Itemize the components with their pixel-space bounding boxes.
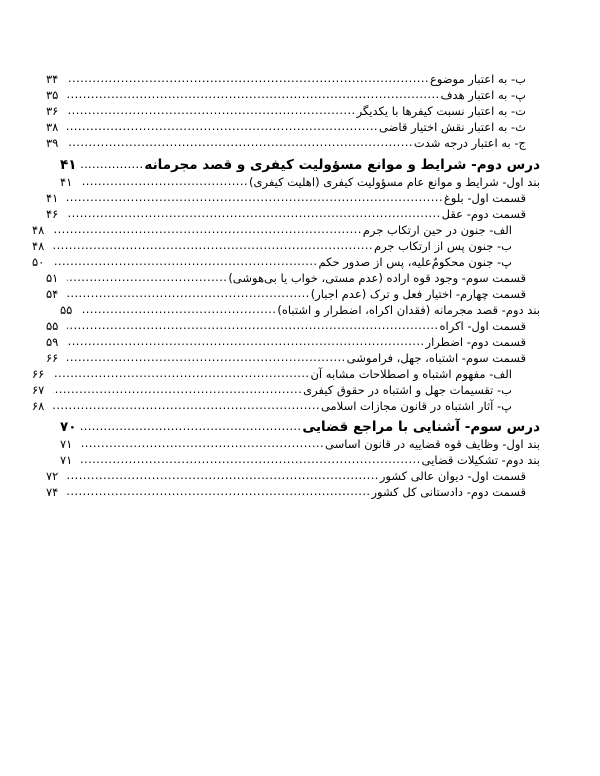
toc-entry-page-number: ۵۹ xyxy=(46,334,59,349)
toc-leader-dots xyxy=(67,336,425,348)
toc-entry[interactable] xyxy=(46,286,540,301)
toc-entry-label: الف- جنون در حین ارتکاب جرم xyxy=(362,222,512,237)
toc-leader-dots xyxy=(67,121,378,133)
toc-entry-page-number: ۳۹ xyxy=(46,136,59,150)
toc-entry[interactable] xyxy=(32,254,540,269)
toc-leader-dots xyxy=(81,159,143,171)
toc-entry[interactable] xyxy=(46,122,540,134)
toc-entry-label: قسمت دوم- عقل xyxy=(441,206,526,221)
toc-entry-label: ج- به اعتبار درجه شدت xyxy=(413,136,526,150)
toc-entry-page-number: ۵۵ xyxy=(60,302,73,317)
toc-entry-label: قسمت اول- اکراه xyxy=(439,318,526,333)
toc-entry-page-number: ۳۴ xyxy=(46,72,59,86)
toc-entry-label: ث- به اعتبار نقش اختیار قاضی xyxy=(378,120,526,134)
toc-leader-dots xyxy=(81,421,301,433)
toc-entry-page-number: ۷۱ xyxy=(60,437,73,451)
toc-heading-entry[interactable] xyxy=(60,421,540,435)
toc-entry-label: ب- به اعتبار موضوع xyxy=(429,72,526,86)
toc-entry-label: ب- جنون پس از ارتکاب جرم xyxy=(373,238,512,253)
toc-entry-label: بند اول- شرایط و موانع عام مسؤولیت کیفری (اهلیت کیفری) xyxy=(248,174,540,189)
toc-entry[interactable] xyxy=(32,398,540,413)
toc-entry-label: قسمت دوم- اضطرار xyxy=(425,334,526,349)
toc-entry-label: ب- تقسیمات جهل و اشتباه در حقوق کیفری xyxy=(303,382,512,397)
toc-entry-label: بند دوم- قصد مجرمانه (فقدان اکراه، اضطرار و اشتباه) xyxy=(277,302,540,317)
toc-leader-dots xyxy=(67,105,356,117)
toc-leader-dots xyxy=(81,176,248,188)
toc-entry[interactable] xyxy=(46,270,540,285)
toc-entry[interactable] xyxy=(32,222,540,237)
toc-leader-dots xyxy=(67,470,379,482)
toc-entry-label: ت- به اعتبار نسبت کیفرها با یکدیگر xyxy=(356,104,526,118)
toc-entry-page-number: ۴۶ xyxy=(46,206,59,221)
toc-entry-page-number: ۷۴ xyxy=(46,485,59,499)
toc-entry[interactable] xyxy=(46,471,540,483)
toc-leader-dots xyxy=(67,352,346,364)
toc-entry-label: بند دوم- تشکیلات قضایی xyxy=(421,453,540,467)
toc-leader-dots xyxy=(53,240,373,252)
toc-leader-dots xyxy=(53,368,309,380)
toc-leader-dots xyxy=(53,224,362,236)
toc-entry-page-number: ۶۸ xyxy=(32,398,45,413)
toc-entry-page-number: ۳۸ xyxy=(46,120,59,134)
toc-leader-dots xyxy=(67,137,413,149)
toc-entry[interactable] xyxy=(46,487,540,499)
toc-heading-entry[interactable] xyxy=(60,156,540,173)
toc-entry[interactable] xyxy=(32,238,540,253)
toc-entry-label: پ- آثار اشتباه در قانون مجازات اسلامی xyxy=(320,398,512,413)
toc-leader-dots xyxy=(53,256,317,268)
toc-entry[interactable] xyxy=(46,190,540,205)
toc-entry-page-number: ۷۰ xyxy=(60,419,77,435)
toc-entry-page-number: ۴۸ xyxy=(32,222,45,237)
toc-entry[interactable] xyxy=(60,302,540,317)
toc-entry-label: قسمت اول- دیوان عالی کشور xyxy=(379,469,526,483)
toc-entry-label: پ- جنون محکومٌ‌علیه، پس از صدور حکم xyxy=(318,254,512,269)
toc-entry[interactable] xyxy=(46,74,540,86)
toc-entry-page-number: ۶۶ xyxy=(32,366,45,381)
toc-entry-label: پ- به اعتبار هدف xyxy=(440,88,526,102)
toc-entry[interactable] xyxy=(46,206,540,221)
toc-entry-label: قسمت سوم- وجود قوه اراده (عدم مستی، خواب یا بی‌هوشی) xyxy=(228,270,526,285)
toc-entry-page-number: ۳۵ xyxy=(46,88,59,102)
table-of-contents xyxy=(32,72,540,499)
toc-leader-dots xyxy=(67,320,439,332)
toc-entry-page-number: ۵۴ xyxy=(46,286,59,301)
toc-leader-dots xyxy=(67,288,310,300)
toc-entry-label: قسمت اول- بلوغ xyxy=(443,190,526,205)
toc-entry[interactable] xyxy=(46,90,540,102)
toc-entry-page-number: ۶۶ xyxy=(46,350,59,365)
toc-leader-dots xyxy=(81,438,324,450)
toc-entry-page-number: ۵۰ xyxy=(32,254,45,269)
toc-leader-dots xyxy=(67,192,443,204)
toc-entry[interactable] xyxy=(60,174,540,189)
toc-entry-label: قسمت چهارم- اختیار فعل و ترک (عدم اجبار) xyxy=(310,286,526,301)
toc-entry[interactable] xyxy=(60,439,540,451)
toc-entry[interactable] xyxy=(32,366,540,381)
toc-entry-page-number: ۴۸ xyxy=(32,238,45,253)
toc-leader-dots xyxy=(67,73,429,85)
toc-entry-page-number: ۴۱ xyxy=(46,190,59,205)
toc-entry-label: درس سوم- آشنایی با مراجع قضایی xyxy=(302,419,540,435)
toc-leader-dots xyxy=(53,400,320,412)
toc-entry[interactable] xyxy=(60,455,540,467)
toc-leader-dots xyxy=(81,304,276,316)
toc-entry[interactable] xyxy=(46,350,540,365)
toc-entry-label: بند اول- وظایف قوه قضاییه در قانون اساسی xyxy=(325,437,540,451)
toc-leader-dots xyxy=(67,208,441,220)
toc-leader-dots xyxy=(53,384,302,396)
toc-entry[interactable] xyxy=(46,138,540,150)
toc-entry-label: قسمت دوم- دادستانی کل کشور xyxy=(371,485,526,499)
toc-entry[interactable] xyxy=(46,106,540,118)
toc-entry-label: درس دوم- شرایط و موانع مسؤولیت کیفری و قصد مجرمانه xyxy=(144,156,540,173)
toc-leader-dots xyxy=(81,454,421,466)
toc-entry[interactable] xyxy=(32,382,540,397)
toc-leader-dots xyxy=(67,89,440,101)
toc-entry-page-number: ۶۷ xyxy=(32,382,45,397)
toc-entry[interactable] xyxy=(46,334,540,349)
toc-entry-page-number: ۵۵ xyxy=(46,318,59,333)
toc-entry-label: الف- مفهوم اشتباه و اصطلاحات مشابه آن xyxy=(310,366,512,381)
toc-entry-page-number: ۴۱ xyxy=(60,174,73,189)
toc-entry-page-number: ۵۱ xyxy=(46,270,59,285)
toc-entry-page-number: ۷۱ xyxy=(60,453,73,467)
toc-entry-label: قسمت سوم- اشتباه، جهل، فراموشی xyxy=(346,350,526,365)
toc-leader-dots xyxy=(67,272,227,284)
toc-leader-dots xyxy=(67,486,370,498)
toc-entry[interactable] xyxy=(46,318,540,333)
toc-entry-page-number: ۷۲ xyxy=(46,469,59,483)
toc-entry-page-number: ۴۱ xyxy=(60,156,77,173)
toc-entry-page-number: ۳۶ xyxy=(46,104,59,118)
